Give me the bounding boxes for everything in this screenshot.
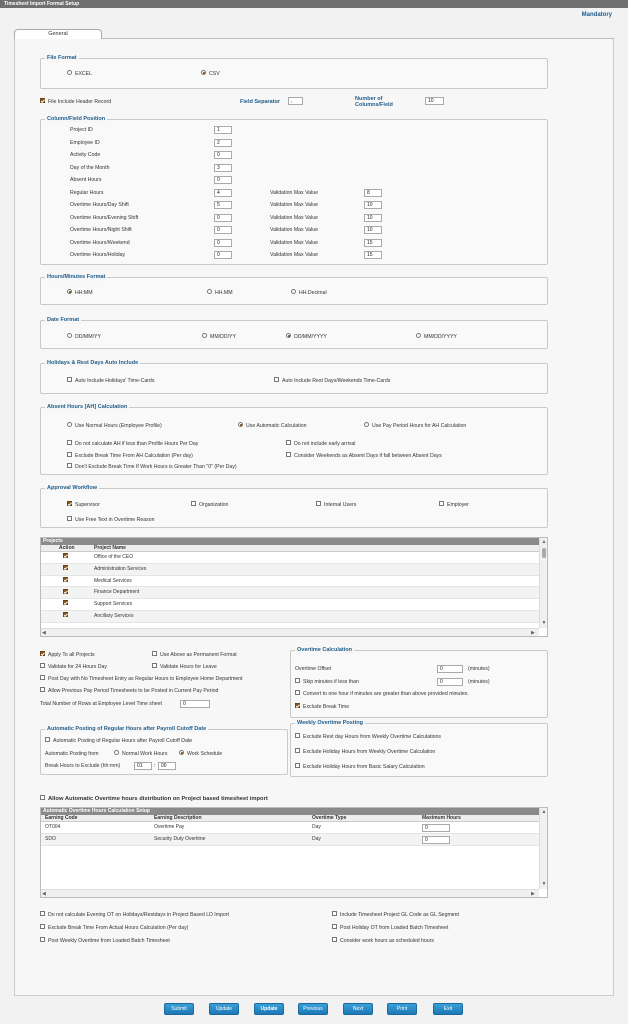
earning-desc: Security Duty Overtime xyxy=(154,835,206,842)
ot-evening-max-input[interactable]: 10 xyxy=(364,214,382,222)
section-title: Overtime Calculation xyxy=(297,647,353,653)
project-name: Finance Department xyxy=(94,589,140,596)
checkbox-icon xyxy=(286,452,291,457)
section-title: Weekly Overtime Posting xyxy=(297,720,363,726)
radio-icon xyxy=(67,422,72,427)
checkbox-icon xyxy=(63,589,68,594)
allow-previous-period-checkbox[interactable]: Allow Previous Pay Period Timesheets to be Posted in Current Pay Period xyxy=(40,688,218,695)
approval-supervisor-checkbox[interactable]: Supervisor xyxy=(67,502,100,509)
column-position-section xyxy=(40,116,548,265)
field-label: Overtime Hours/Weekend xyxy=(70,239,130,246)
radio-hhmm-dot[interactable]: HH.MM xyxy=(207,290,233,297)
checkbox-icon xyxy=(40,663,45,668)
scroll-left-icon[interactable]: ◀ xyxy=(42,630,46,636)
row-checkbox[interactable] xyxy=(63,611,71,622)
section-title: Column/Field Position xyxy=(47,116,106,122)
scroll-right-icon[interactable]: ▶ xyxy=(531,891,535,897)
section-title: Automatic Posting of Regular Hours after Payroll Cutoff Date xyxy=(47,726,207,732)
ot-holiday-max-input[interactable]: 15 xyxy=(364,251,382,259)
section-title: Hours/Minutes Format xyxy=(47,274,106,280)
checkbox-icon xyxy=(63,600,68,605)
ot-day-max-input[interactable]: 10 xyxy=(364,201,382,209)
work-hours-scheduled-checkbox[interactable]: Consider work hours as scheduled hours xyxy=(332,938,434,945)
radio-mmddyyyy[interactable]: MM/DD/YYYY xyxy=(416,334,457,341)
break-hours-label: Break Hours to Exclude (hh:mm) xyxy=(45,763,121,769)
checkbox-icon xyxy=(152,651,157,656)
ot-weekend-max-input[interactable]: 15 xyxy=(364,239,382,247)
earning-code: OT004 xyxy=(45,824,61,830)
table-row xyxy=(41,834,547,846)
table-row xyxy=(41,587,547,599)
col-max-hours: Maximum Hours xyxy=(422,815,461,821)
num-columns-input[interactable]: 10 xyxy=(425,97,444,105)
checkbox-icon xyxy=(63,553,68,558)
weekly-ot-section xyxy=(290,720,548,777)
exclude-break-time-checkbox[interactable]: Exclude Break Time xyxy=(295,704,349,711)
print-button[interactable]: Print xyxy=(387,1003,417,1015)
validation-label: Validation Max Value xyxy=(270,252,318,258)
absent-hours-input[interactable]: 0 xyxy=(214,176,232,184)
free-text-reason-checkbox[interactable]: Use Free Text in Overtime Reason xyxy=(67,517,154,524)
auto-ot-grid xyxy=(40,807,548,898)
field-label: Absent Hours xyxy=(70,177,102,183)
col-action: Action xyxy=(59,545,75,551)
radio-ddmmyyyy[interactable]: DD/MM/YYYY xyxy=(286,334,327,341)
field-label: Overtime Hours/Day Shift xyxy=(70,202,129,208)
row-checkbox[interactable] xyxy=(63,564,71,575)
scroll-down-icon[interactable]: ▼ xyxy=(541,620,547,626)
checkbox-icon xyxy=(286,440,291,445)
scroll-up-icon[interactable]: ▲ xyxy=(541,539,547,545)
max-hours-input[interactable]: 0 xyxy=(422,824,450,832)
radio-icon xyxy=(416,333,421,338)
exit-button[interactable]: Exit xyxy=(433,1003,463,1015)
window-title: Timesheet Import Format Setup xyxy=(0,0,628,8)
checkbox-icon xyxy=(40,937,45,942)
validation-label: Validation Max Value xyxy=(270,227,318,233)
radio-hh-decimal[interactable]: HH.Decimal xyxy=(291,290,327,297)
field-label: Day of the Month xyxy=(70,164,110,171)
checkbox-icon xyxy=(63,565,68,570)
checkbox-icon xyxy=(40,98,45,103)
auto-include-holidays-checkbox[interactable]: Auto Include Holidays' Time-Cards xyxy=(67,378,154,385)
overtime-calc-section xyxy=(290,647,548,718)
radio-excel[interactable]: EXCEL xyxy=(67,71,92,78)
scroll-right-icon[interactable]: ▶ xyxy=(531,630,535,636)
project-name: Office of the CEO xyxy=(94,554,134,560)
approval-organization-checkbox[interactable]: Organization xyxy=(191,502,228,509)
activity-code-input[interactable]: 0 xyxy=(214,151,232,159)
section-title: Absent Hours [AH] Calculation xyxy=(47,404,128,410)
break-hours-hh-input[interactable]: 01 xyxy=(134,762,152,770)
field-separator-input[interactable]: , xyxy=(288,97,303,105)
projects-grid xyxy=(40,537,548,637)
section-title: File Format xyxy=(47,55,77,61)
minutes-label: (minutes) xyxy=(468,666,490,672)
mandatory-label: Mandatory xyxy=(581,12,612,18)
overtime-offset-label: Overtime Offset xyxy=(295,666,332,672)
validation-label: Validation Max Value xyxy=(270,214,318,221)
day-of-month-input[interactable]: 3 xyxy=(214,164,232,172)
row-checkbox[interactable] xyxy=(63,576,71,587)
checkbox-icon xyxy=(274,377,279,382)
section-title: Approval Workflow xyxy=(47,485,98,491)
table-row xyxy=(41,564,547,576)
table-row xyxy=(41,552,547,564)
absent-hours-section xyxy=(40,404,548,475)
auto-ot-horizontal-scrollbar[interactable] xyxy=(41,889,539,897)
section-title: Holidays & Rest Days Auto Include xyxy=(47,360,139,366)
total-rows-label: Total Number of Rows at Employee Level Time sheet xyxy=(40,701,162,707)
checkbox-icon xyxy=(295,703,300,708)
overtime-offset-input[interactable]: 0 xyxy=(437,665,463,673)
ot-weekend-input[interactable]: 0 xyxy=(214,239,232,247)
tab-general[interactable]: General xyxy=(14,29,102,39)
checkbox-icon xyxy=(40,687,45,692)
checkbox-icon xyxy=(40,675,45,680)
update-button[interactable]: Update xyxy=(209,1003,239,1015)
radio-icon xyxy=(238,422,243,427)
checkbox-icon xyxy=(295,763,300,768)
exclude-break-actual-checkbox[interactable]: Exclude Break Time From Actual Hours Calculation (Per day) xyxy=(40,925,188,932)
ah-check-profile-hours[interactable]: Do not calculate AH if less than Profile Hours Per Day xyxy=(67,441,198,448)
table-row xyxy=(41,576,547,588)
radio-icon xyxy=(201,70,206,75)
ot-night-max-input[interactable]: 10 xyxy=(364,226,382,234)
post-weekly-ot-checkbox[interactable]: Post Weekly Overtime from Loaded Batch Timesheet xyxy=(40,938,170,945)
checkbox-icon xyxy=(40,651,45,656)
field-label: Project ID xyxy=(70,127,93,133)
checkbox-icon xyxy=(45,737,50,742)
projects-vertical-scrollbar[interactable] xyxy=(539,538,547,628)
ah-check-exclude-break[interactable]: Exclude Break Time From AH Calculation (Per day) xyxy=(67,453,193,460)
radio-work-schedule[interactable]: Work Schedule xyxy=(179,751,222,758)
field-label: Activity Code xyxy=(70,152,101,158)
validate-leave-checkbox[interactable]: Validate Hours for Leave xyxy=(152,664,217,671)
col-project-name: Project Name xyxy=(94,545,126,551)
auto-ot-distribution-checkbox[interactable]: Allow Automatic Overtime hours distribution on Project based timesheet import xyxy=(40,796,268,803)
checkbox-icon xyxy=(67,516,72,521)
earning-code: SDO xyxy=(45,835,56,842)
auto-posting-section xyxy=(40,726,288,775)
row-checkbox[interactable] xyxy=(63,599,71,610)
auto-include-restdays-checkbox[interactable]: Auto Include Rest Days/Weekends Time-Cards xyxy=(274,378,390,385)
checkbox-icon xyxy=(63,612,68,617)
radio-icon xyxy=(364,422,369,427)
radio-icon xyxy=(179,750,184,755)
table-row xyxy=(41,822,547,834)
employee-id-input[interactable]: 2 xyxy=(214,139,232,147)
validate-24h-checkbox[interactable]: Validate for 24 Hours Day xyxy=(40,664,107,671)
auto-ot-vertical-scrollbar[interactable] xyxy=(539,808,547,889)
permanent-format-checkbox[interactable]: Use Above as Permanent Format xyxy=(152,652,237,659)
checkbox-icon xyxy=(332,937,337,942)
field-separator-label: Field Separator xyxy=(240,99,281,105)
checkbox-icon xyxy=(67,463,72,468)
checkbox-icon xyxy=(40,795,45,800)
radio-normal-hours[interactable]: Use Normal Hours (Employee Profile) xyxy=(67,423,162,430)
convert-hour-checkbox[interactable]: Convert to one hour if minutes are greater than above provided minutes. xyxy=(295,691,469,698)
checkbox-icon xyxy=(40,924,45,929)
section-title: Date Format xyxy=(47,317,80,323)
radio-icon xyxy=(67,70,72,75)
field-label: Overtime Hours/Night Shift xyxy=(70,227,132,233)
checkbox-icon xyxy=(67,377,72,382)
radio-icon xyxy=(202,333,207,338)
skip-minutes-input[interactable]: 0 xyxy=(437,678,463,686)
radio-csv[interactable]: CSV xyxy=(201,71,220,78)
checkbox-icon xyxy=(40,911,45,916)
checkbox-icon xyxy=(295,690,300,695)
regular-hours-max-input[interactable]: 8 xyxy=(364,189,382,197)
submit-button[interactable]: Submit xyxy=(164,1003,194,1015)
projects-horizontal-scrollbar[interactable] xyxy=(41,628,539,636)
radio-ddmmyy[interactable]: DD/MM/YY xyxy=(67,334,101,341)
update-button-primary[interactable]: Update xyxy=(254,1003,284,1015)
auto-ot-grid-title: Automatic Overtime Hours Calculation Setup xyxy=(41,808,547,815)
max-hours-input[interactable]: 0 xyxy=(422,836,450,844)
include-header-checkbox[interactable]: File Include Header Record xyxy=(40,99,111,106)
scroll-down-icon[interactable]: ▼ xyxy=(541,881,547,887)
radio-icon xyxy=(207,289,212,294)
radio-pay-period-hours[interactable]: Use Pay Period Hours for AH Calculation xyxy=(364,423,466,430)
minutes-label: (minutes) xyxy=(468,679,490,685)
checkbox-icon xyxy=(152,663,157,668)
weekly-ot-exclude-basic[interactable]: Exclude Holiday Hours from Basic Salary Calculation xyxy=(295,764,425,771)
previous-button[interactable]: Previous xyxy=(298,1003,328,1015)
approval-internal-users-checkbox[interactable]: Internal Users xyxy=(316,502,356,509)
checkbox-icon xyxy=(67,452,72,457)
projects-grid-title: Projects xyxy=(41,538,547,545)
checkbox-icon xyxy=(63,577,68,582)
checkbox-icon xyxy=(295,748,300,753)
validation-label: Validation Max Value xyxy=(270,189,318,196)
radio-mmddyy[interactable]: MM/DD/YY xyxy=(202,334,236,341)
table-row xyxy=(41,611,547,623)
post-day-no-entry-checkbox[interactable]: Post Day with No Timesheet Entry as Regular Hours to Employee Home Department xyxy=(40,676,243,683)
next-button[interactable]: Next xyxy=(343,1003,373,1015)
tab-bar xyxy=(14,29,614,39)
posting-from-label: Automatic Posting from xyxy=(45,751,99,757)
row-checkbox[interactable] xyxy=(63,552,71,563)
radio-icon xyxy=(114,750,119,755)
apply-all-projects-checkbox[interactable]: Apply To all Projects xyxy=(40,652,95,659)
post-holiday-ot-checkbox[interactable]: Post Holiday OT from Loaded Batch Timesheet xyxy=(332,925,448,932)
skip-minutes-checkbox[interactable]: Skip minutes if less than xyxy=(295,679,359,686)
checkbox-icon xyxy=(439,501,444,506)
radio-automatic-calc[interactable]: Use Automatic Calculation xyxy=(238,423,307,430)
col-earning-desc: Earning Description xyxy=(154,815,202,821)
auto-ot-grid-columns xyxy=(41,815,547,822)
ot-evening-input[interactable]: 0 xyxy=(214,214,232,222)
validation-label: Validation Max Value xyxy=(270,202,318,208)
field-label: Overtime Hours/Holiday xyxy=(70,252,126,258)
project-id-input[interactable]: 1 xyxy=(214,126,232,134)
radio-icon xyxy=(286,333,291,338)
ot-night-input[interactable]: 0 xyxy=(214,226,232,234)
ah-check-weekends-absent[interactable]: Consider Weekends as Absent Days if fall between Absent Days xyxy=(286,453,442,460)
time-separator: : xyxy=(154,763,156,769)
scroll-up-icon[interactable]: ▲ xyxy=(541,809,547,815)
scroll-thumb[interactable] xyxy=(542,548,546,558)
checkbox-icon xyxy=(332,924,337,929)
radio-icon xyxy=(67,333,72,338)
overtime-type: Day xyxy=(312,824,321,830)
num-columns-label: Number of Columns/Field xyxy=(355,96,393,108)
scroll-left-icon[interactable]: ◀ xyxy=(42,891,46,897)
approval-employer-checkbox[interactable]: Employer xyxy=(439,502,469,509)
checkbox-icon xyxy=(67,440,72,445)
ot-day-input[interactable]: 5 xyxy=(214,201,232,209)
col-earning-code: Earning Code xyxy=(45,815,78,821)
radio-hhmm-colon[interactable]: HH:MM xyxy=(67,290,93,297)
checkbox-icon xyxy=(295,733,300,738)
projects-grid-columns xyxy=(41,545,547,552)
break-hours-mm-input[interactable]: 00 xyxy=(158,762,176,770)
regular-hours-input[interactable]: 4 xyxy=(214,189,232,197)
file-format-section xyxy=(40,55,548,89)
hours-format-section xyxy=(40,274,548,305)
project-name: Medical Services xyxy=(94,577,132,584)
ot-holiday-input[interactable]: 0 xyxy=(214,251,232,259)
ah-check-dont-exclude-break[interactable]: Don't Exclude Break Time If Work Hours is Greater Than "0" (Per Day) xyxy=(67,464,237,471)
row-checkbox[interactable] xyxy=(63,587,71,598)
weekly-ot-exclude-restday[interactable]: Exclude Rest day Hours from Weekly Overtime Calculations xyxy=(295,734,441,741)
total-rows-input[interactable]: 0 xyxy=(180,700,210,708)
radio-normal-work-hours[interactable]: Normal Work Hours xyxy=(114,751,167,758)
checkbox-icon xyxy=(332,911,337,916)
field-label: Regular Hours xyxy=(70,189,104,196)
radio-icon xyxy=(67,289,72,294)
checkbox-icon xyxy=(316,501,321,506)
field-label: Overtime Hours/Evening Shift xyxy=(70,214,139,221)
overtime-type: Day xyxy=(312,835,321,842)
checkbox-icon xyxy=(295,678,300,683)
date-format-section xyxy=(40,317,548,349)
project-name: Support Services xyxy=(94,601,133,608)
checkbox-icon xyxy=(67,501,72,506)
project-name: Administration Services xyxy=(94,565,147,572)
field-label: Employee ID xyxy=(70,139,100,146)
include-gl-code-checkbox[interactable]: Include Timesheet Project GL Code as GL Segment xyxy=(332,912,459,919)
approval-workflow-section xyxy=(40,485,548,528)
col-overtime-type: Overtime Type xyxy=(312,815,347,821)
project-name: Ancillary Services xyxy=(94,612,134,619)
checkbox-icon xyxy=(191,501,196,506)
table-row xyxy=(41,599,547,611)
auto-posting-checkbox[interactable]: Automatic Posting of Regular Hours after Payroll Cutoff Date xyxy=(45,738,192,745)
earning-desc: Overtime Pay xyxy=(154,824,185,830)
weekly-ot-exclude-holiday[interactable]: Exclude Holiday Hours from Weekly Overtime Calculation xyxy=(295,749,435,756)
ah-check-early-arrival[interactable]: Do not include early arrival xyxy=(286,441,355,448)
holidays-section xyxy=(40,360,548,394)
validation-label: Validation Max Value xyxy=(270,239,318,246)
radio-icon xyxy=(291,289,296,294)
no-evening-ot-checkbox[interactable]: Do not calculate Evening OT on Holidays/Restdays in Project Based LD Import xyxy=(40,912,229,919)
